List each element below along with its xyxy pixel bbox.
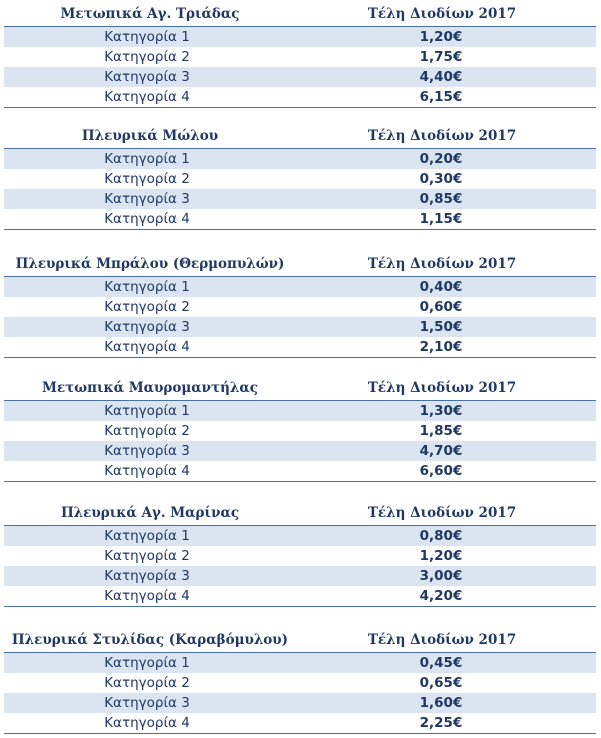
category-cell: Κατηγορία 4 xyxy=(104,339,190,355)
table-row xyxy=(4,27,596,47)
table-row xyxy=(4,67,596,87)
fee-cell: 0,60€ xyxy=(419,299,463,315)
table-row xyxy=(4,277,596,297)
table-row xyxy=(4,169,596,189)
table-row xyxy=(4,693,596,713)
station-name: Πλευρικά Στυλίδας (Καραβόμυλου) xyxy=(11,632,289,648)
station-name: Πλευρικά Μπράλου (Θερμοπυλών) xyxy=(15,256,285,272)
fee-column-header: Τέλη Διοδίων 2017 xyxy=(367,380,517,396)
category-cell: Κατηγορία 2 xyxy=(104,49,190,65)
fee-cell: 1,85€ xyxy=(419,423,463,439)
category-cell: Κατηγορία 2 xyxy=(104,423,190,439)
table-row xyxy=(4,526,596,546)
fee-column-header: Τέλη Διοδίων 2017 xyxy=(367,128,517,144)
fee-column-header: Τέλη Διοδίων 2017 xyxy=(367,256,517,272)
fee-column-header: Τέλη Διοδίων 2017 xyxy=(367,6,517,22)
fee-cell: 6,15€ xyxy=(419,89,463,105)
table-row xyxy=(4,337,596,358)
table-row xyxy=(4,461,596,482)
table-row xyxy=(4,47,596,67)
category-cell: Κατηγορία 4 xyxy=(104,588,190,604)
category-cell: Κατηγορία 4 xyxy=(104,89,190,105)
fee-cell: 4,70€ xyxy=(419,443,463,459)
section-header xyxy=(4,501,596,526)
section-header xyxy=(4,376,596,401)
fee-cell: 1,20€ xyxy=(419,29,463,45)
toll-section xyxy=(4,2,596,108)
toll-section xyxy=(4,252,596,358)
fee-cell: 0,40€ xyxy=(419,279,463,295)
category-cell: Κατηγορία 1 xyxy=(104,403,190,419)
category-cell: Κατηγορία 2 xyxy=(104,171,190,187)
fee-column-header: Τέλη Διοδίων 2017 xyxy=(367,505,517,521)
category-cell: Κατηγορία 2 xyxy=(104,548,190,564)
table-row xyxy=(4,317,596,337)
section-header xyxy=(4,2,596,27)
fee-cell: 1,50€ xyxy=(419,319,463,335)
station-name: Πλευρικά Αγ. Μαρίνας xyxy=(60,505,240,521)
fee-cell: 1,75€ xyxy=(419,49,463,65)
fee-cell: 1,30€ xyxy=(419,403,463,419)
fee-cell: 1,60€ xyxy=(419,695,463,711)
table-row xyxy=(4,87,596,108)
table-row xyxy=(4,401,596,421)
fee-column-header: Τέλη Διοδίων 2017 xyxy=(367,632,517,648)
fee-cell: 2,10€ xyxy=(419,339,463,355)
category-cell: Κατηγορία 1 xyxy=(104,279,190,295)
category-cell: Κατηγορία 4 xyxy=(104,715,190,731)
table-row xyxy=(4,566,596,586)
section-header xyxy=(4,252,596,277)
fee-cell: 0,65€ xyxy=(419,675,463,691)
table-row xyxy=(4,673,596,693)
table-row xyxy=(4,586,596,607)
fee-cell: 1,20€ xyxy=(419,548,463,564)
fee-cell: 2,25€ xyxy=(419,715,463,731)
category-cell: Κατηγορία 1 xyxy=(104,655,190,671)
fee-cell: 1,15€ xyxy=(419,211,463,227)
table-row xyxy=(4,209,596,230)
category-cell: Κατηγορία 4 xyxy=(104,211,190,227)
toll-section xyxy=(4,124,596,230)
fee-cell: 6,60€ xyxy=(419,463,463,479)
category-cell: Κατηγορία 3 xyxy=(104,568,190,584)
fee-cell: 0,45€ xyxy=(419,655,463,671)
fee-cell: 3,00€ xyxy=(419,568,463,584)
section-header xyxy=(4,628,596,653)
table-row xyxy=(4,441,596,461)
category-cell: Κατηγορία 3 xyxy=(104,191,190,207)
fee-cell: 0,80€ xyxy=(419,528,463,544)
category-cell: Κατηγορία 2 xyxy=(104,675,190,691)
category-cell: Κατηγορία 2 xyxy=(104,299,190,315)
fee-cell: 4,40€ xyxy=(419,69,463,85)
station-name: Πλευρικά Μώλου xyxy=(81,128,219,144)
fee-cell: 0,20€ xyxy=(419,151,463,167)
category-cell: Κατηγορία 1 xyxy=(104,29,190,45)
category-cell: Κατηγορία 3 xyxy=(104,319,190,335)
category-cell: Κατηγορία 3 xyxy=(104,69,190,85)
category-cell: Κατηγορία 4 xyxy=(104,463,190,479)
table-row xyxy=(4,421,596,441)
table-row xyxy=(4,189,596,209)
toll-section xyxy=(4,501,596,607)
table-row xyxy=(4,149,596,169)
table-row xyxy=(4,297,596,317)
category-cell: Κατηγορία 3 xyxy=(104,443,190,459)
toll-section xyxy=(4,376,596,482)
fee-cell: 0,30€ xyxy=(419,171,463,187)
fee-cell: 4,20€ xyxy=(419,588,463,604)
toll-section xyxy=(4,628,596,734)
station-name: Μετωπικά Μαυρομαντήλας xyxy=(42,380,258,396)
table-row xyxy=(4,713,596,734)
table-row xyxy=(4,653,596,673)
section-header xyxy=(4,124,596,149)
station-name: Μετωπικά Αγ. Τριάδας xyxy=(60,6,240,22)
table-row xyxy=(4,546,596,566)
category-cell: Κατηγορία 3 xyxy=(104,695,190,711)
fee-cell: 0,85€ xyxy=(419,191,463,207)
category-cell: Κατηγορία 1 xyxy=(104,528,190,544)
category-cell: Κατηγορία 1 xyxy=(104,151,190,167)
